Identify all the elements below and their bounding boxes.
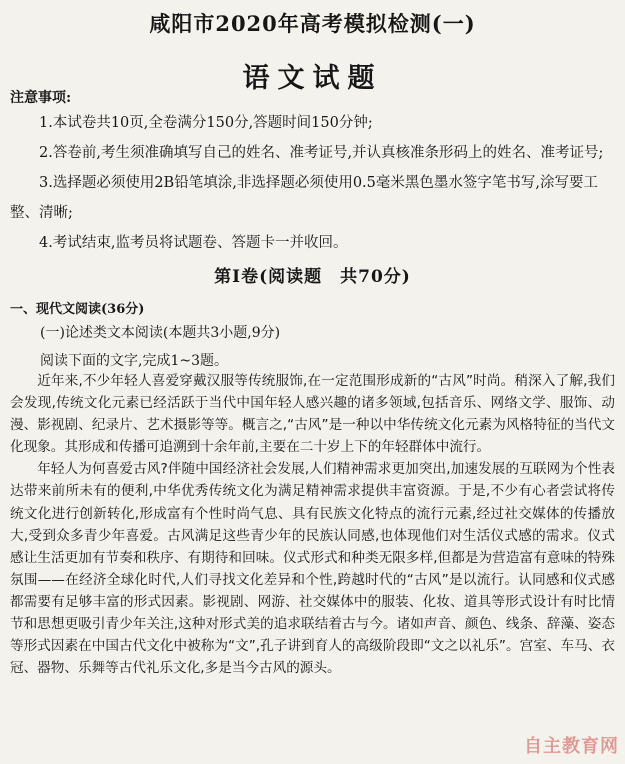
exam-title: 咸阳市2020年高考模拟检测(一) <box>149 11 476 36</box>
passage-paragraph: 年轻人为何喜爱古风?伴随中国经济社会发展,人们精神需求更加突出,加速发展的互联网为个性表达带来前所未有的便利,中华优秀传统文化为满足精神需求提供丰富资源。于是,不少有心者尝试将传统文化进行创新转化,形成富有个性时尚气息、具有民族文化特点的流行元素,经过社交媒体的传播放大,受到众多青少年喜爱。古风满足这些青少年的民族认同感,也体现他们对生活仪式感的需求。仪式感让生活更加有节奏和秩序、有期待和回味。仪式形式和种类无限多样,但都是为营造富有意味的特殊氛围——在经济全球化时代,人们寻找文化差异和个性,跨越时代的“古风”是以流行。认同感和仪式感都需要有足够丰富的形式因素。影视剧、网游、社交媒体中的服装、化妆、道具等形式设计有时比情节和思想更吸引青少年关注,这种对形式美的追求联结着古与今。诸如声音、颜色、线条、辞藻、姿态等形式因素在中国古代文化中被称为“文”,孔子讲到育人的高级阶段即“文之以礼乐”。宫室、车马、衣冠、器物、乐舞等古代礼乐文化,多是当今古风的源头。 <box>10 461 615 677</box>
sub-section-heading: (一)论述类文本阅读(本题共3小题,9分) <box>40 325 281 341</box>
reading-instruction: 阅读下面的文字,完成1~3题。 <box>40 353 228 369</box>
part-heading: 第Ⅰ卷(阅读题 共70分) <box>214 267 411 287</box>
notice-heading: 注意事项: <box>10 90 72 106</box>
subject-title: 语文试题 <box>242 63 383 94</box>
watermark-logo: 自主教育网 <box>524 736 619 757</box>
notice-item: 1.本试卷共10页,全卷满分150分,答题时间150分钟; <box>39 115 373 131</box>
notice-list <box>10 108 615 258</box>
notice-item: 4.考试结束,监考员将试题卷、答题卡一并收回。 <box>39 235 348 251</box>
reading-passage <box>10 370 615 679</box>
section-heading: 一、现代文阅读(36分) <box>10 302 145 317</box>
notice-item: 3.选择题必须使用2B铅笔填涂,非选择题必须使用0.5毫米黑色墨水签字笔书写,涂写要工整、清晰; <box>10 175 598 221</box>
passage-paragraph: 近年来,不少年轻人喜爱穿戴汉服等传统服饰,在一定范围形成新的“古风”时尚。稍深入了解,我们会发现,传统文化元素已经活跃于当代中国年轻人感兴趣的诸多领域,包括音乐、网络文学、服饰、动漫、影视剧、纪录片、艺术摄影等等。概言之,“古风”是一种以中华传统文化元素为风格特征的当代文化现象。其形成和传播可追溯到十余年前,主要在二十岁上下的年轻群体中流行。 <box>10 373 615 456</box>
notice-item: 2.答卷前,考生须准确填写自己的姓名、准考证号,并认真核准条形码上的姓名、准考证号; <box>39 145 604 161</box>
